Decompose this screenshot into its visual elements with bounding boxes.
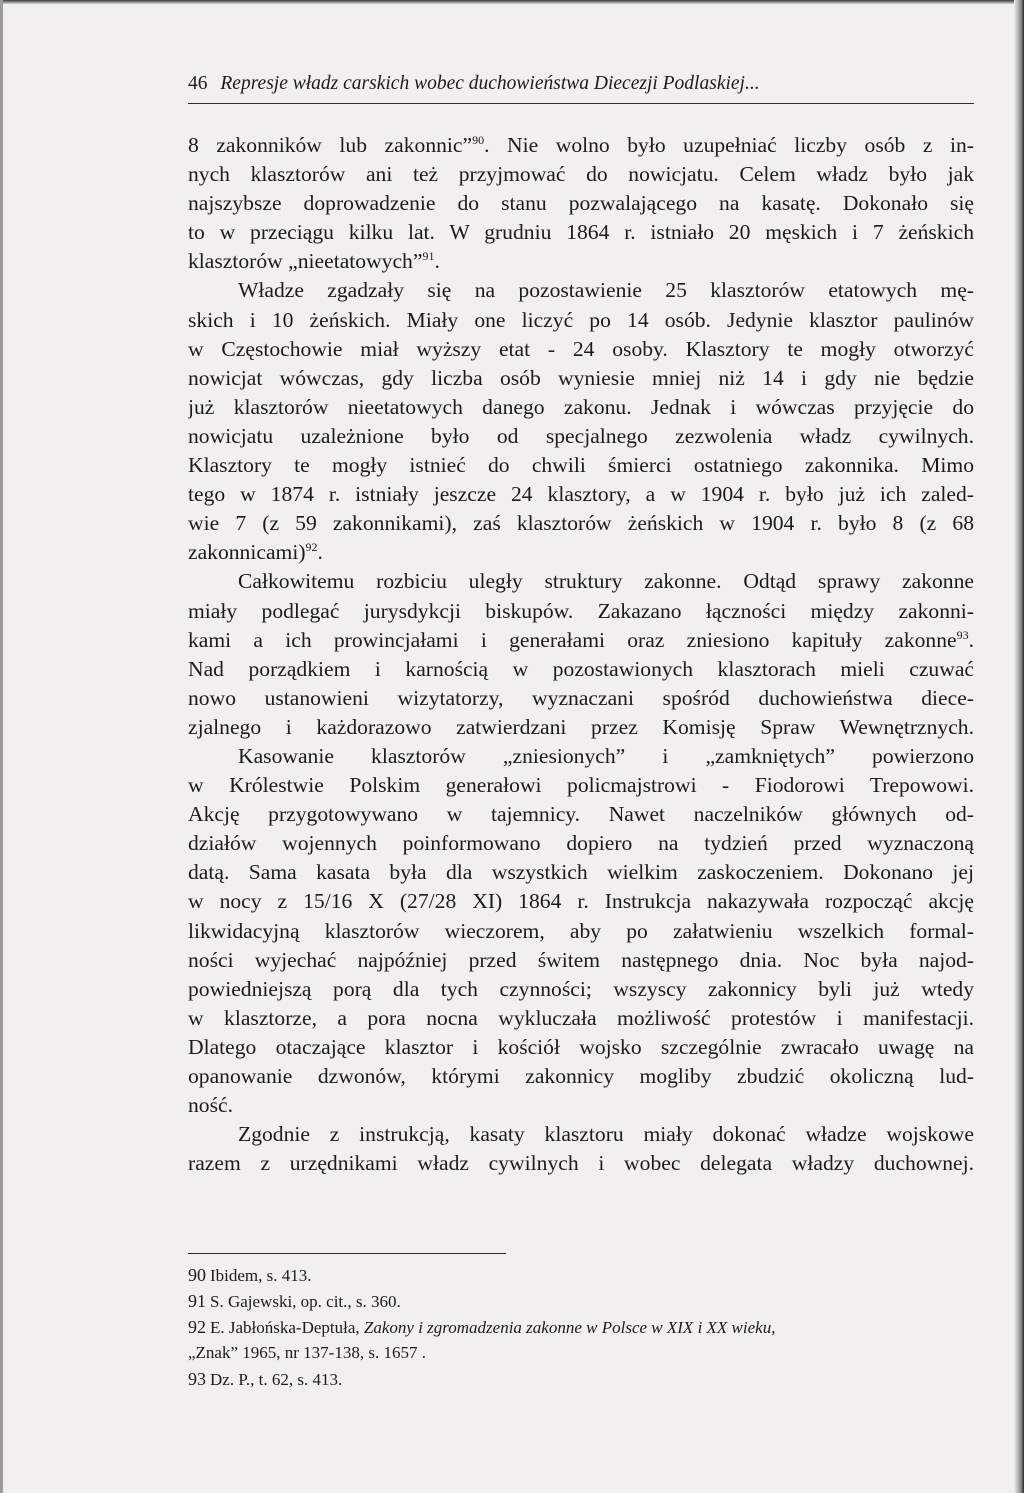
footnote-ref-91: 91 [422,249,435,264]
book-title: Zakony i zgromadzenia zakonne w Polsce w XIX i XX wieku, [363,1318,776,1337]
footnote-ref-90: 90 [472,133,485,147]
text-line: 8 zakonników lub zakonnic”$^{90}$. Nie wolno było uzupełniać liczby osób z in- [188,133,974,157]
text-line: działów wojennych poinformowano dopiero na tydzień przed wyznaczoną [188,831,974,856]
footnote-number: 92 [188,1317,206,1337]
text-line: w Częstochowie miał wyższy etat - 24 osoby. Klasztory te mogły otworzyć [188,336,974,361]
footnote-ref-92: 92 [305,540,318,555]
footnote-ref-93: 93 [956,627,969,642]
text-line: Akcję przygotowywano w tajemnicy. Nawet naczelników głównych od- [188,802,974,827]
text-line: Całkowitemu rozbiciu uległy struktury zakonne. Odtąd sprawy zakonne [238,569,974,594]
text-line: tego w 1874 r. istniały jeszcze 24 klasztory, a w 1904 r. było już ich zaled- [188,482,974,507]
text-line: wie 7 (z 59 zakonnikami), zaś klasztorów żeńskich w 1904 r. było 8 (z 68 [188,511,974,536]
text-line: nowo ustanowieni wizytatorzy, wyznaczani spośród duchowieństwa diece- [188,685,974,710]
text-line: datą. Sama kasata była dla wszystkich wielkim zaskoczeniem. Dokonano jej [188,860,974,885]
text-line: likwidacyjną klasztorów wieczorem, aby po załatwieniu wszelkich formal- [188,918,974,943]
text-line: w klasztorze, a pora nocna wykluczała możliwość protestów i manifestacji. [188,1005,974,1030]
footnote-92-continued: „Znak” 1965, nr 137-138, s. 1657 . [188,1343,426,1362]
text-line: już klasztorów nieetatowych danego zakonu. Jednak i wówczas przyjęcie do [188,394,974,419]
text-line: to w przeciągu kilku lat. W grudniu 1864 r. istniało 20 męskich i 7 żeńskich [188,220,974,245]
header-rule [188,103,974,104]
text-line: nowicjat wówczas, gdy liczba osób wyniesie mniej niż 14 i gdy nie będzie [188,365,974,390]
text-line: w Królestwie Polskim generałowi policmajstrowi - Fiodorowi Trepowowi. [188,773,974,798]
footnote-92: 92 E. Jabłońska-Deptuła, Zakony i zgromadzenia zakonne w Polsce w XIX i XX wieku, [188,1317,776,1337]
text-line: zjalnego i każdorazowo zatwierdzani przez Komisję Spraw Wewnętrznych. [188,714,974,739]
text-line: razem z urzędnikami władz cywilnych i wobec delegata władzy duchownej. [188,1151,974,1176]
text-line: nych klasztorów ani też przyjmować do nowicjatu. Celem władz było jak [188,162,974,187]
page-edge-top [0,0,1024,4]
text-line: kami a ich prowincjałami i generałami oraz zniesiono kapituły zakonne$^{93}$. [188,627,974,652]
text-line: powiedniejszą porą dla tych czynności; wszyscy zakonnicy byli już wtedy [188,976,974,1001]
footnotes [188,1262,974,1392]
page-edge-right [1014,0,1024,1493]
text-line: najszybsze doprowadzenie do stanu pozwalającego na kasatę. Dokonało się [188,191,974,216]
text-line: Kasowanie klasztorów „zniesionych” i „zamkniętych” powierzono [238,743,974,768]
footnote-93: 93 Dz. P., t. 62, s. 413. [188,1369,343,1389]
footnote-number: 93 [188,1369,206,1389]
running-header [188,72,974,96]
text-line: Zgodnie z instrukcją, kasaty klasztoru miały dokonać władze wojskowe [238,1122,974,1147]
text-line: ności wyjechać najpóźniej przed świtem następnego dnia. Noc była najod- [188,947,974,972]
footnote-91: 91 S. Gajewski, op. cit., s. 360. [188,1291,401,1311]
text-line: zakonnicami)$^{92}$. [188,540,323,565]
running-title: Represje władz carskich wobec duchowieństwa Diecezji Podlaskiej... [220,73,760,94]
text-line: Nad porządkiem i karnością w pozostawionych klasztorach mieli czuwać [188,656,974,681]
text-line: skich i 10 żeńskich. Miały one liczyć po 14 osób. Jedynie klasztor paulinów [188,307,974,332]
text-line: miały podlegać jurysdykcji biskupów. Zakazano łączności między zakonni- [188,598,974,623]
text-line: Klasztory te mogły istnieć do chwili śmierci ostatniego zakonnika. Mimo [188,453,974,478]
text-line: Dlatego otaczające klasztor i kościół wojsko szczególnie zwracało uwagę na [188,1034,974,1059]
text-line: klasztorów „nieetatowych”$^{91}$. [188,249,440,274]
text-line: ność. [188,1093,233,1118]
footnote-rule [188,1253,506,1254]
text-line: opanowanie dzwonów, którymi zakonnicy mogliby zbudzić okoliczną lud- [188,1064,974,1088]
footnote-90: 90 Ibidem, s. 413. [188,1265,312,1285]
text-line: nowicjatu uzależnione było od specjalnego zezwolenia władz cywilnych. [188,423,974,448]
footnote-number: 90 [188,1265,206,1285]
page-number: 46 [188,73,208,94]
text-line: w nocy z 15/16 X (27/28 XI) 1864 r. Instrukcja nakazywała rozpocząć akcję [188,889,974,914]
body-text [188,131,974,1178]
footnote-number: 91 [188,1291,206,1311]
page-edge-left [0,0,3,1493]
text-line: Władze zgadzały się na pozostawienie 25 klasztorów etatowych mę- [238,278,974,303]
